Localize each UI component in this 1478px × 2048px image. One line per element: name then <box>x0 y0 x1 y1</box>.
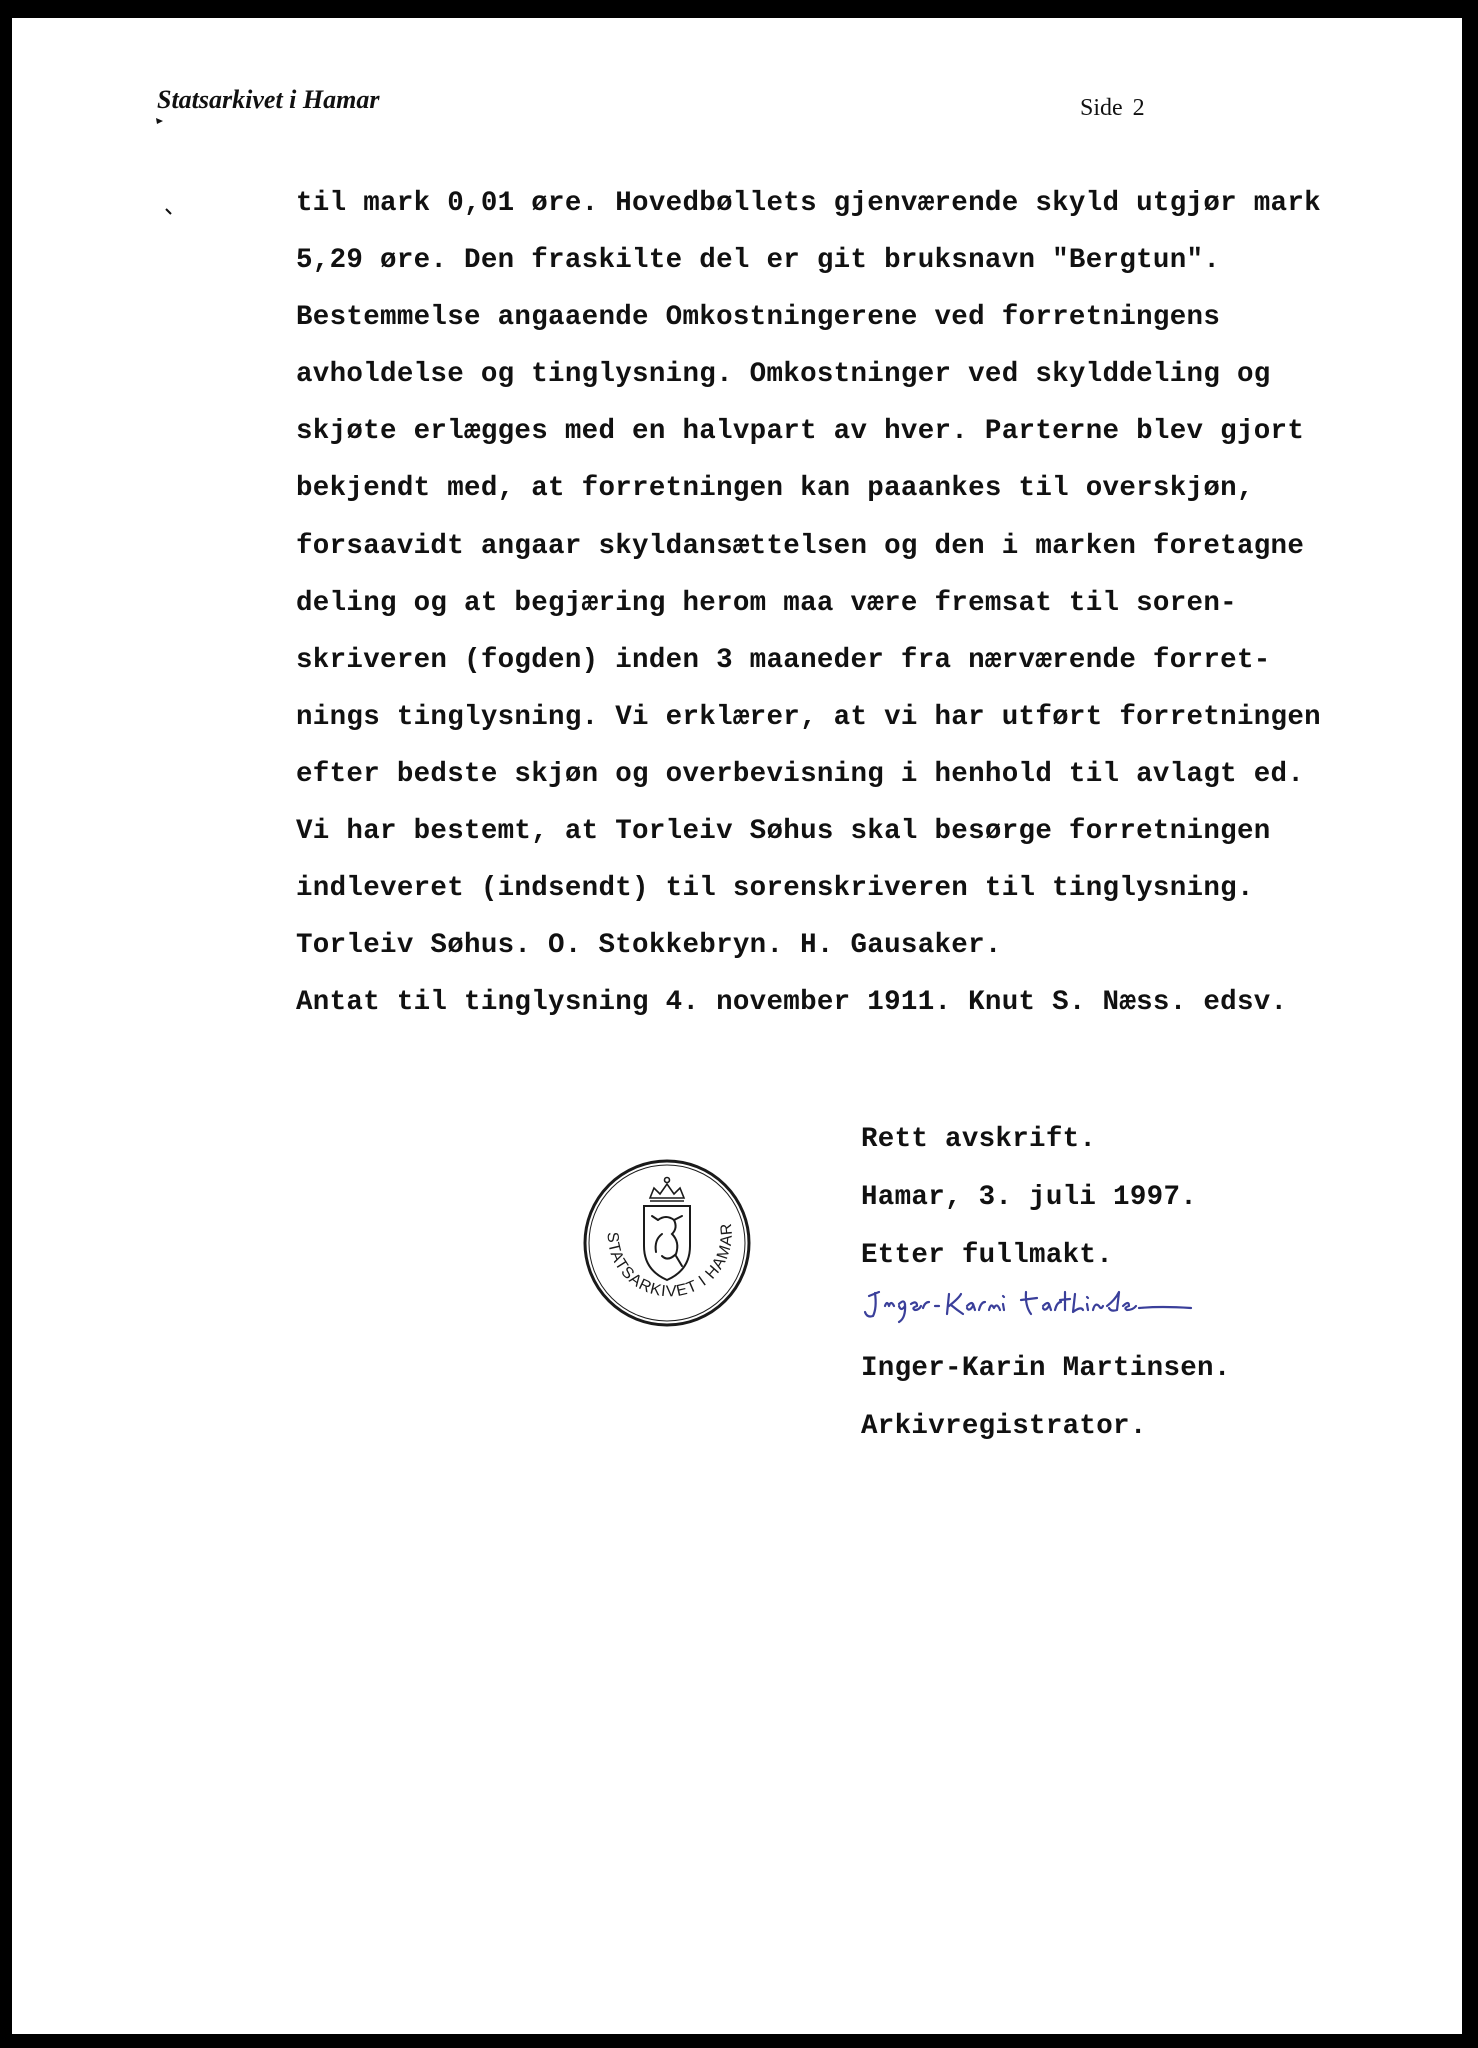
page-indicator <box>1080 95 1145 122</box>
archive-name: Statsarkivet i Hamar <box>157 85 380 114</box>
handwritten-signature <box>861 1278 1241 1328</box>
body-line: Torleiv Søhus. O. Stokkebryn. H. Gausaker. <box>296 930 1002 962</box>
scan-mark <box>165 208 173 216</box>
body-line: forsaavidt angaar skyldansættelsen og den i marken foretagne <box>296 530 1305 562</box>
body-line: skjøte erlægges med en halvpart av hver. Parterne blev gjort <box>296 416 1305 448</box>
certification-line: Hamar, 3. juli 1997. <box>861 1182 1198 1213</box>
body-line: Bestemmelse angaaende Omkostningerene ved forretningens <box>296 302 1221 334</box>
body-line: avholdelse og tinglysning. Omkostninger ved skylddeling og <box>296 359 1271 391</box>
page-number: 2 <box>1132 95 1145 121</box>
certification-line: Rett avskrift. <box>861 1124 1097 1155</box>
body-line: 5,29 øre. Den fraskilte del er git bruksnavn "Bergtun". <box>296 245 1221 277</box>
body-line: Vi har bestemt, at Torleiv Søhus skal besørge forretningen <box>296 816 1271 848</box>
svg-text:STATSARKIVET I HAMAR: STATSARKIVET I HAMAR <box>603 1221 736 1301</box>
document-body <box>296 175 1321 1031</box>
document-page <box>12 18 1462 2034</box>
body-line: Antat til tinglysning 4. november 1911. Knut S. Næss. edsv. <box>296 987 1288 1019</box>
archive-seal-stamp <box>582 1158 752 1328</box>
body-line: bekjendt med, at forretningen kan paaankes til overskjøn, <box>296 473 1254 505</box>
body-line: skriveren (fogden) inden 3 maaneder fra nærværende forret- <box>296 644 1271 676</box>
body-line: nings tinglysning. Vi erklærer, at vi har utført forretningen <box>296 701 1321 733</box>
body-line: til mark 0,01 øre. Hovedbøllets gjenværende skyld utgjør mark <box>296 188 1321 219</box>
body-line: indleveret (indsendt) til sorenskriveren til tinglysning. <box>296 873 1254 905</box>
body-line: deling og at begjæring herom maa være fremsat til soren- <box>296 587 1237 619</box>
page-word: Side <box>1080 95 1123 121</box>
signer-name: Inger-Karin Martinsen. <box>861 1353 1231 1384</box>
signer-title: Arkivregistrator. <box>861 1411 1147 1442</box>
certification-line: Etter fullmakt. <box>861 1240 1114 1271</box>
scan-mark <box>155 116 165 126</box>
body-line: efter bedste skjøn og overbevisning i henhold til avlagt ed. <box>296 758 1305 790</box>
signer-block <box>861 1340 1231 1456</box>
certification-block <box>861 1111 1197 1285</box>
